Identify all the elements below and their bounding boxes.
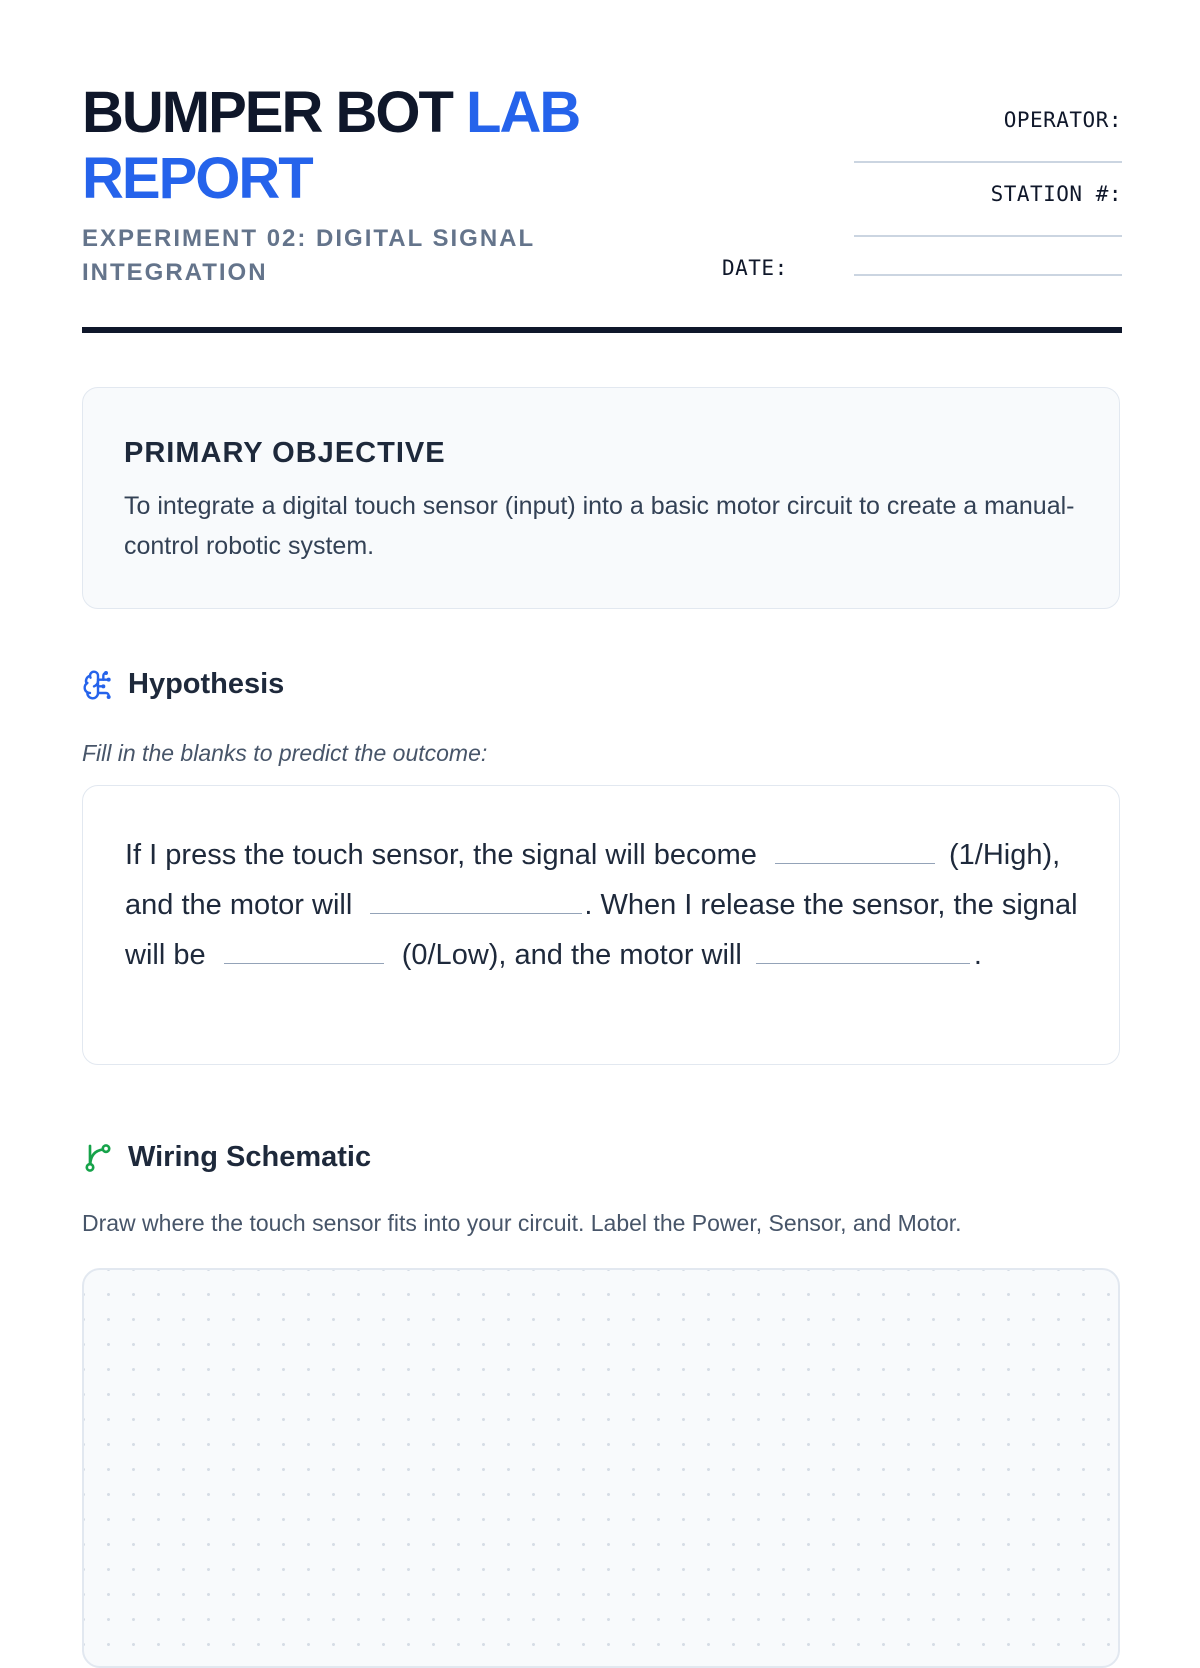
hypothesis-segment-1: If I press the touch sensor, the signal will become — [125, 839, 757, 871]
lab-report-page — [82, 0, 1122, 1600]
schematic-heading: Wiring Schematic — [128, 1141, 372, 1173]
blank-motor-released[interactable] — [756, 933, 970, 964]
hypothesis-header — [82, 668, 284, 701]
station-label: STATION #: — [990, 182, 1122, 206]
title-part-2: LAB — [466, 80, 580, 145]
experiment-subtitle: EXPERIMENT 02: DIGITAL SIGNAL INTEGRATION — [82, 225, 535, 286]
hypothesis-heading: Hypothesis — [128, 668, 285, 700]
date-field[interactable] — [854, 274, 1122, 276]
git-branch-icon — [82, 1142, 114, 1174]
hypothesis-segment-5: . — [973, 939, 982, 971]
report-title — [82, 80, 642, 212]
schematic-instruction: Draw where the touch sensor fits into your circuit. Label the Power, Sensor, and Motor. — [82, 1210, 962, 1236]
objective-text: To integrate a digital touch sensor (input) into a basic motor circuit to create a manual-control robotic system. — [124, 492, 1075, 560]
primary-objective-card — [82, 387, 1120, 609]
objective-heading: PRIMARY OBJECTIVE — [124, 437, 446, 469]
operator-label: OPERATOR: — [1003, 108, 1122, 132]
hypothesis-segment-4: (0/Low), and the motor will — [401, 939, 742, 971]
blank-signal-high[interactable] — [775, 833, 935, 864]
hypothesis-segment-3: . When I release the sensor, the signal will be — [125, 889, 1078, 971]
header-meta-fields — [722, 0, 1122, 300]
title-part-1: BUMPER BOT — [82, 80, 452, 145]
blank-signal-low[interactable] — [224, 933, 384, 964]
blank-motor-pressed[interactable] — [370, 883, 582, 914]
hypothesis-segment-2: (1/High), and the motor will — [125, 839, 1061, 921]
schematic-header — [82, 1141, 371, 1174]
hypothesis-instruction: Fill in the blanks to predict the outcome: — [82, 740, 488, 766]
header-divider — [82, 327, 1122, 333]
date-label: DATE: — [722, 256, 788, 280]
brain-icon — [82, 669, 114, 701]
schematic-drawing-area[interactable] — [82, 1268, 1120, 1668]
title-part-3: REPORT — [82, 146, 312, 211]
operator-field[interactable] — [854, 161, 1122, 163]
station-field[interactable] — [854, 235, 1122, 237]
hypothesis-card — [82, 785, 1120, 1065]
hypothesis-sentence — [125, 830, 1079, 980]
